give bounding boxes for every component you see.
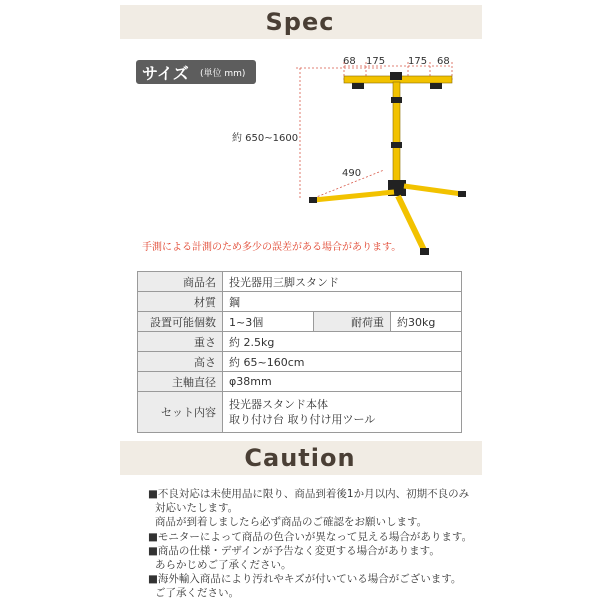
caution-line: ■不良対応は未使用品に限り、商品到着後1か月以内、初期不良のみ <box>148 488 470 500</box>
caution-title: Caution <box>244 444 356 472</box>
row-key-load: 耐荷重 <box>314 312 391 332</box>
size-badge <box>136 60 256 84</box>
stand-leg-front <box>398 196 424 250</box>
dim-height: 約 650~1600 <box>232 133 299 144</box>
caution-line: ■商品の仕様・デザインが予告なく変更する場合があります。 <box>148 544 440 557</box>
row-value-height: 約 65~160cm <box>223 352 462 372</box>
caution-banner <box>0 440 600 476</box>
spec-title: Spec <box>265 8 335 36</box>
dim-top-right-outer: 68 <box>437 56 450 67</box>
spec-banner <box>0 4 600 40</box>
row-key-weight: 重さ <box>138 332 223 352</box>
set-item-2: 取り付け台 取り付け用ツール <box>229 413 376 426</box>
row-key-set: セット内容 <box>138 392 223 433</box>
caution-line: ■海外輸入商品により汚れやキズが付いている場合がございます。 <box>148 573 462 586</box>
row-value-weight: 約 2.5kg <box>223 332 462 352</box>
dim-top-right-inner: 175 <box>408 56 428 67</box>
stand-leg-right <box>404 186 462 194</box>
row-key-capacity: 設置可能個数 <box>138 312 223 332</box>
caution-list <box>148 487 473 601</box>
stand-pole-lock-2 <box>391 142 402 148</box>
row-key-product-name: 商品名 <box>138 272 223 292</box>
row-value-set <box>223 392 462 433</box>
row-value-load: 約30kg <box>391 312 462 332</box>
stand-foot-front <box>420 248 429 255</box>
table-row <box>138 292 462 312</box>
stand-foot-right <box>458 191 466 197</box>
dim-top-left-outer: 68 <box>343 56 356 67</box>
caution-line: あらかじめご了承ください。 <box>155 559 292 572</box>
caution-line: 対応いたします。 <box>155 502 239 515</box>
stand-top-joint <box>390 72 402 80</box>
row-key-height: 高さ <box>138 352 223 372</box>
stand-clamp-right <box>430 83 442 89</box>
row-value-material: 鋼 <box>223 292 462 312</box>
stand-foot-left <box>309 197 317 203</box>
row-value-capacity: 1~3個 <box>223 312 314 332</box>
table-row <box>138 372 462 392</box>
spec-table <box>137 271 462 433</box>
measurement-note: 手測による計測のため多少の誤差がある場合があります。 <box>142 242 402 253</box>
caution-line: 商品が到着しましたら必ず商品のご確認をお願いします。 <box>155 516 428 529</box>
table-row <box>138 332 462 352</box>
row-value-shaft: φ38mm <box>223 372 462 392</box>
caution-line: ご了承ください。 <box>155 587 239 600</box>
table-row <box>138 312 462 332</box>
dim-top-left-inner: 175 <box>366 56 386 67</box>
table-row <box>138 272 462 292</box>
set-item-1: 投光器スタンド本体 <box>229 398 328 411</box>
size-badge-label: サイズ <box>142 64 189 83</box>
stand-clamp-left <box>352 83 364 89</box>
row-value-product-name: 投光器用三脚スタンド <box>223 272 462 292</box>
table-row <box>138 352 462 372</box>
row-key-shaft: 主軸直径 <box>138 372 223 392</box>
stand-pole-lock-1 <box>391 97 402 103</box>
caution-line: ■モニターによって商品の色合いが異なって見える場合があります。 <box>148 530 473 543</box>
size-badge-unit: (単位 mm) <box>200 69 246 79</box>
tripod-stand-illustration <box>280 52 470 262</box>
row-key-material: 材質 <box>138 292 223 312</box>
dim-leg: 490 <box>342 168 362 179</box>
table-row <box>138 392 462 433</box>
